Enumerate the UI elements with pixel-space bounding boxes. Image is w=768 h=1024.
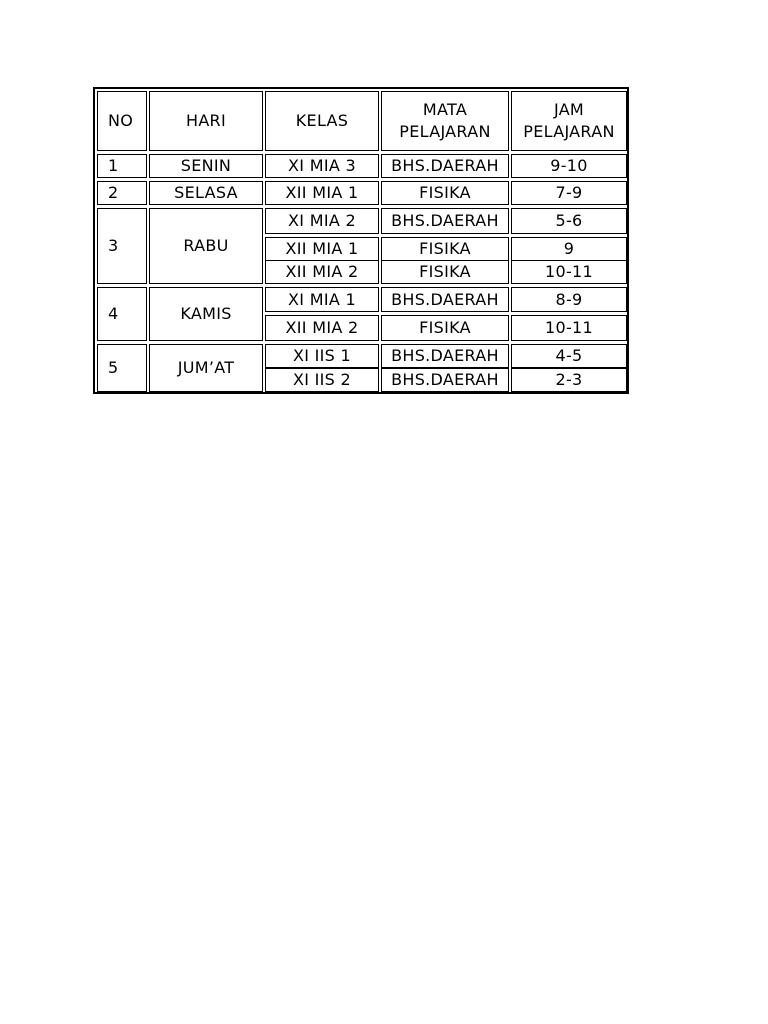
mapel-cell: FISIKA bbox=[381, 181, 509, 205]
jam-cell: 9 bbox=[511, 237, 627, 261]
header-hari: HARI bbox=[149, 91, 263, 151]
header-mata-pelajaran bbox=[381, 91, 509, 151]
day-hari-2: SELASA bbox=[149, 181, 263, 205]
kelas-cell: XII MIA 2 bbox=[265, 260, 379, 284]
day-no-3: 3 bbox=[97, 208, 147, 284]
mapel-cell: FISIKA bbox=[381, 315, 509, 341]
mapel-cell: BHS.DAERAH bbox=[381, 154, 509, 178]
jam-cell: 7-9 bbox=[511, 181, 627, 205]
kelas-cell: XI IIS 1 bbox=[265, 344, 379, 368]
day-hari-1: SENIN bbox=[149, 154, 263, 178]
mapel-cell: BHS.DAERAH bbox=[381, 368, 509, 392]
header-kelas: KELAS bbox=[265, 91, 379, 151]
jam-cell: 10-11 bbox=[511, 260, 627, 284]
day-hari-3: RABU bbox=[149, 208, 263, 284]
mapel-cell: FISIKA bbox=[381, 260, 509, 284]
jam-cell: 4-5 bbox=[511, 344, 627, 368]
header-jam-pelajaran bbox=[511, 91, 627, 151]
jam-cell: 2-3 bbox=[511, 368, 627, 392]
kelas-cell: XII MIA 1 bbox=[265, 237, 379, 261]
schedule-table bbox=[93, 87, 629, 394]
day-hari-5: JUM’AT bbox=[149, 344, 263, 392]
day-no-2: 2 bbox=[97, 181, 147, 205]
kelas-cell: XI IIS 2 bbox=[265, 368, 379, 392]
mapel-cell: BHS.DAERAH bbox=[381, 287, 509, 312]
kelas-cell: XII MIA 2 bbox=[265, 315, 379, 341]
jam-cell: 8-9 bbox=[511, 287, 627, 312]
header-jam-line2: PELAJARAN bbox=[523, 122, 615, 141]
jam-cell: 9-10 bbox=[511, 154, 627, 178]
header-mata-line1: MATA bbox=[422, 100, 468, 119]
jam-cell: 5-6 bbox=[511, 208, 627, 234]
kelas-cell: XI MIA 2 bbox=[265, 208, 379, 234]
kelas-cell: XI MIA 1 bbox=[265, 287, 379, 312]
day-no-1: 1 bbox=[97, 154, 147, 178]
header-mata-line2: PELAJARAN bbox=[399, 122, 491, 141]
jam-cell: 10-11 bbox=[511, 315, 627, 341]
kelas-cell: XII MIA 1 bbox=[265, 181, 379, 205]
day-hari-4: KAMIS bbox=[149, 287, 263, 341]
day-no-4: 4 bbox=[97, 287, 147, 341]
header-no: NO bbox=[97, 91, 147, 151]
mapel-cell: BHS.DAERAH bbox=[381, 344, 509, 368]
mapel-cell: FISIKA bbox=[381, 237, 509, 261]
mapel-cell: BHS.DAERAH bbox=[381, 208, 509, 234]
kelas-cell: XI MIA 3 bbox=[265, 154, 379, 178]
day-no-5: 5 bbox=[97, 344, 147, 392]
header-jam-line1: JAM bbox=[553, 100, 585, 119]
